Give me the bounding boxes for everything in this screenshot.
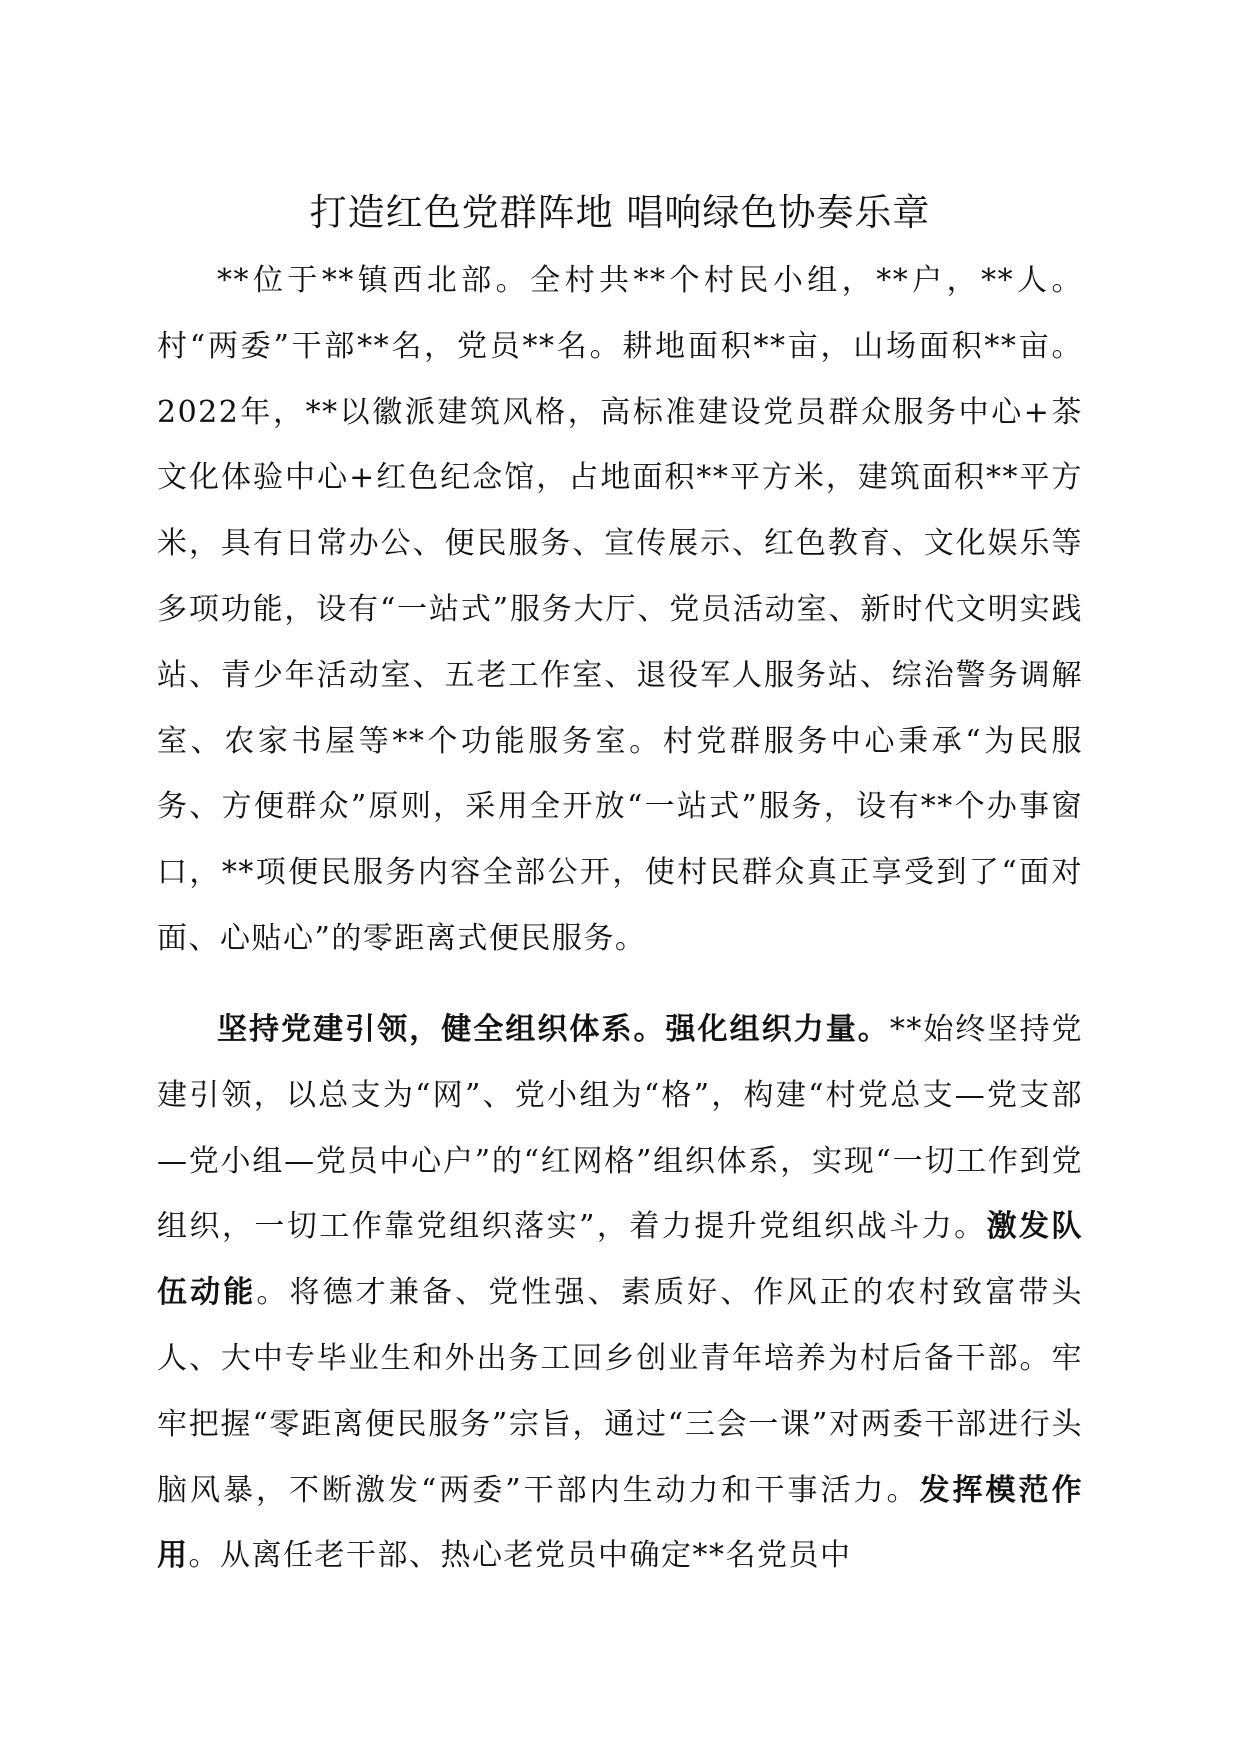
paragraph-heading: 坚持党建引领，健全组织体系。: [217, 1012, 666, 1047]
paragraph-party-building: [157, 997, 1083, 1589]
subheading-strengthen: 强化组织力量。: [665, 1012, 890, 1047]
subheading-exemplary: 发挥模范作用: [157, 1472, 1083, 1574]
text-strengthen: **始终坚持党建引领，以总支为“网”、党小组为“格”，构建“村党总支—党支部—党小组—党员中心户”的“红网格”组织体系，实现“一切工作到党组织，一切工作靠党组织落实”，着力提升党组织战斗力。: [157, 1012, 1084, 1245]
subheading-motivate: 激发队伍动能: [157, 1209, 1084, 1311]
paragraph-intro: **位于**镇西北部。全村共**个村民小组，**户，**人。村“两委”干部**名，党员**名。耕地面积**亩，山场面积**亩。2022年，**以徽派建筑风格，高标准建设党员群众服务中心+茶文化体验中心+红色纪念馆，占地面积**平方米，建筑面积**平方米，具有日常办公、便民服务、宣传展示、红色教育、文化娱乐等多项功能，设有“一站式”服务大厅、党员活动室、新时代文明实践站、青少年活动室、五老工作室、退役军人服务站、综治警务调解室、农家书屋等**个功能服务室。村党群服务中心秉承“为民服务、方便群众”原则，采用全开放“一站式”服务，设有**个办事窗口，**项便民服务内容全部公开，使村民群众真正享受到了“面对面、心贴心”的零距离式便民服务。: [157, 263, 1083, 956]
document-title: 打造红色党群阵地 唱响绿色协奏乐章: [309, 191, 931, 234]
text-motivate: 。将德才兼备、党性强、素质好、作风正的农村致富带头人、大中专毕业生和外出务工回乡创业青年培养为村后备干部。牢牢把握“零距离便民服务”宗旨，通过“三会一课”对两委干部进行头脑风暴，不断激发“两委”干部内生动力和干事活力。: [157, 1275, 1084, 1508]
text-exemplary: 。从离任老干部、热心老党员中确定**名党员中: [188, 1538, 852, 1574]
